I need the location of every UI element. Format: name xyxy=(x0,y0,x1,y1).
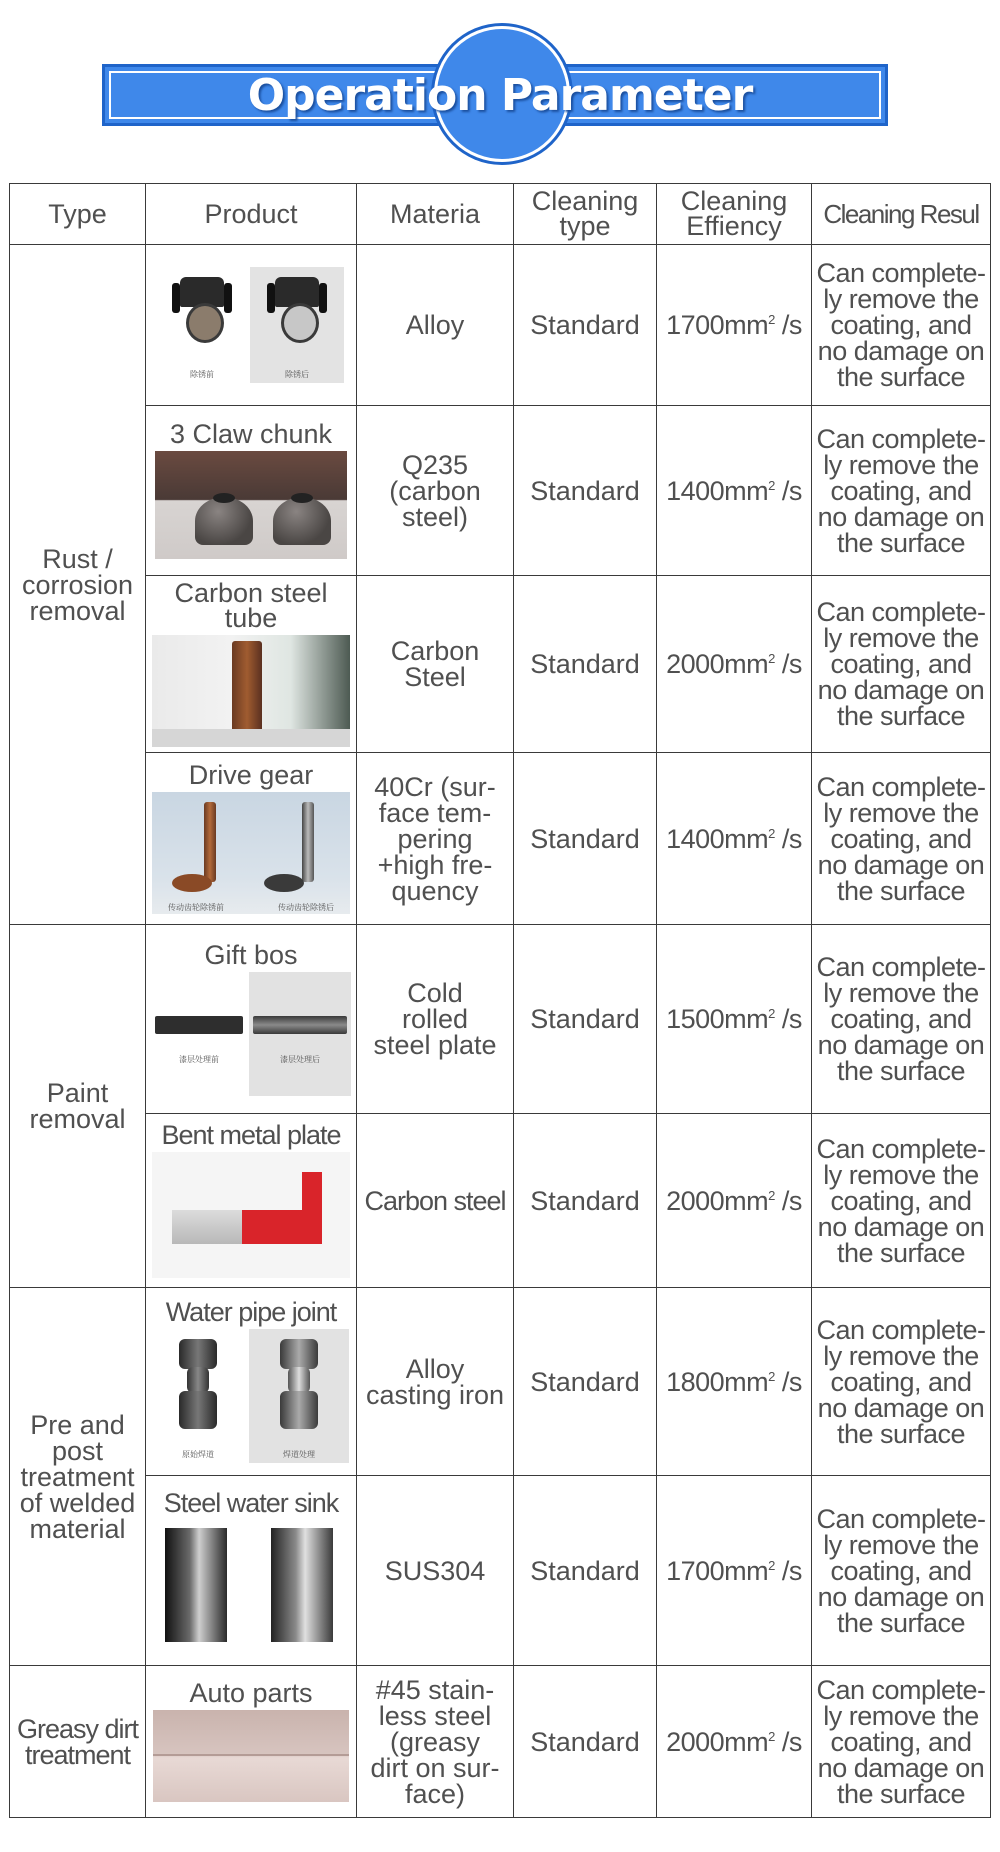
lathe-chuck-image xyxy=(158,267,344,383)
result-line: Can complete- xyxy=(816,771,986,802)
result-line: no damage on xyxy=(817,1752,985,1783)
result-line: the surface xyxy=(836,875,966,906)
material-line: steel plate xyxy=(373,1030,497,1060)
image-caption: 传动齿轮除锈前 xyxy=(168,903,224,912)
cleaning-type-cell: Standard xyxy=(514,753,657,925)
efficiency-cell xyxy=(657,406,812,576)
type-line: treatment xyxy=(20,1461,135,1492)
header-cleaning-type-line1: Cleaning xyxy=(531,186,639,216)
material-line: steel) xyxy=(401,501,469,532)
machine-before xyxy=(172,277,232,347)
image-caption: 除锈前 xyxy=(190,370,214,379)
material-cell xyxy=(357,406,514,576)
material-line: Q235 xyxy=(401,449,469,480)
efficiency-value: 1400mm xyxy=(666,475,769,506)
result-line: no damage on xyxy=(817,1392,985,1423)
result-line: coating, and xyxy=(830,310,972,340)
type-line: corrosion xyxy=(21,569,134,600)
result-line: ly remove the xyxy=(823,978,979,1008)
result-line: coating, and xyxy=(830,1726,972,1757)
material-line: face) xyxy=(404,1778,466,1809)
result-line: Can complete- xyxy=(816,952,986,982)
product-label xyxy=(146,578,356,633)
product-cell xyxy=(146,1288,357,1476)
material-cell xyxy=(357,1476,514,1666)
rusty-tube-image xyxy=(152,635,350,747)
header-efficiency-line1: Cleaning xyxy=(680,186,788,216)
result-line: no damage on xyxy=(817,1581,985,1612)
result-line: Can complete- xyxy=(816,1314,986,1345)
header-material: Materia xyxy=(357,184,514,245)
result-cell xyxy=(812,245,991,406)
cleaning-type-cell: Standard xyxy=(514,576,657,753)
efficiency-unit: /s xyxy=(774,1726,802,1757)
joint-before xyxy=(179,1339,217,1429)
efficiency-unit: /s xyxy=(774,1185,802,1216)
efficiency-value: 2000mm xyxy=(666,649,769,679)
efficiency-unit: /s xyxy=(774,823,802,854)
material-line: less steel xyxy=(378,1700,492,1731)
result-line: no damage on xyxy=(817,336,985,366)
efficiency-cell xyxy=(657,1476,812,1666)
product-cell xyxy=(146,245,357,406)
product-cell xyxy=(146,1666,357,1818)
result-line: the surface xyxy=(836,1607,966,1638)
efficiency-sup: 2 xyxy=(768,825,775,841)
sink-after xyxy=(271,1528,333,1642)
clean-shaft xyxy=(302,802,314,882)
type-line: post xyxy=(51,1435,104,1466)
rusty-shaft xyxy=(204,802,216,882)
result-cell xyxy=(812,1288,991,1476)
header-product: Product xyxy=(146,184,357,245)
result-line: coating, and xyxy=(830,649,972,679)
material-line: pering xyxy=(397,823,473,854)
result-line: ly remove the xyxy=(823,284,979,314)
efficiency-cell xyxy=(657,1114,812,1288)
result-line: coating, and xyxy=(830,475,972,506)
result-line: coating, and xyxy=(830,1366,972,1397)
material-line: (carbon xyxy=(389,475,481,506)
result-line: Can complete- xyxy=(816,597,986,627)
table-row xyxy=(10,1288,991,1476)
result-line: coating, and xyxy=(830,1555,972,1586)
material-line: +high fre- xyxy=(377,849,493,880)
result-line: the surface xyxy=(836,527,966,558)
result-line: ly remove the xyxy=(823,1340,979,1371)
image-caption: 漆层处理后 xyxy=(280,1054,320,1064)
efficiency-sup: 2 xyxy=(768,1728,775,1744)
cleaning-type-cell: Standard xyxy=(514,1114,657,1288)
efficiency-sup: 2 xyxy=(768,1187,775,1203)
cleaning-type-cell: Standard xyxy=(514,1476,657,1666)
cleaning-type-cell: Standard xyxy=(514,925,657,1114)
efficiency-sup: 2 xyxy=(768,1006,775,1021)
result-line: no damage on xyxy=(817,675,985,705)
type-line: of welded xyxy=(19,1487,136,1518)
result-line: ly remove the xyxy=(823,623,979,653)
result-cell xyxy=(812,925,991,1114)
product-label: Water pipe joint xyxy=(165,1297,337,1327)
material-line: rolled xyxy=(401,1004,469,1034)
dome-left xyxy=(195,497,253,545)
rusty-gear xyxy=(172,874,212,892)
result-cell xyxy=(812,1114,991,1288)
product-label-line: Carbon steel xyxy=(174,578,328,608)
result-cell xyxy=(812,576,991,753)
efficiency-unit: /s xyxy=(774,1366,802,1397)
efficiency-value: 1800mm xyxy=(666,1366,769,1397)
material-line: Cold xyxy=(407,978,463,1008)
material-line: #45 stain- xyxy=(375,1674,495,1705)
result-line: ly remove the xyxy=(823,1159,979,1190)
material-cell xyxy=(357,245,514,406)
type-cell-paint xyxy=(10,925,146,1288)
efficiency-value: 1500mm xyxy=(666,1004,769,1034)
efficiency-sup: 2 xyxy=(768,1368,775,1384)
material-line: 40Cr (sur- xyxy=(374,771,496,802)
result-line: the surface xyxy=(836,1778,966,1809)
type-cell-greasy xyxy=(10,1666,146,1818)
result-cell xyxy=(812,1666,991,1818)
material-line: SUS304 xyxy=(384,1555,486,1586)
product-label-line: tube xyxy=(224,603,278,633)
product-label: Steel water sink xyxy=(163,1488,339,1518)
before-half xyxy=(153,1329,243,1463)
material-cell xyxy=(357,1666,514,1818)
table-row xyxy=(10,753,991,925)
result-line: the surface xyxy=(836,1237,966,1268)
type-line: Paint xyxy=(46,1078,109,1108)
table-row xyxy=(10,576,991,753)
image-caption: 传动齿轮除锈后 xyxy=(278,903,334,912)
clean-gear xyxy=(264,874,304,892)
type-cell-rust xyxy=(10,245,146,925)
material-line: Carbon xyxy=(390,636,480,666)
material-cell xyxy=(357,576,514,753)
material-line: Carbon steel xyxy=(364,1185,506,1216)
product-label: 3 Claw chunk xyxy=(169,419,333,449)
result-line: no damage on xyxy=(817,1211,985,1242)
product-label: Gift bos xyxy=(204,939,298,970)
header-result: Cleaning Resul xyxy=(812,184,991,245)
image-caption: 原始焊道 xyxy=(182,1450,214,1459)
machine-after xyxy=(267,277,327,347)
efficiency-cell xyxy=(657,753,812,925)
steel-sink-image xyxy=(153,1520,349,1650)
material-line: casting iron xyxy=(365,1379,505,1410)
result-line: no damage on xyxy=(817,1030,985,1060)
table-row xyxy=(10,1666,991,1818)
plate-bare xyxy=(172,1210,242,1244)
gear-shaft-image xyxy=(152,792,350,914)
efficiency-value: 2000mm xyxy=(666,1185,769,1216)
operation-parameter-table xyxy=(9,183,991,1818)
type-line: removal xyxy=(29,1104,126,1134)
plate-bend xyxy=(302,1172,322,1244)
efficiency-cell xyxy=(657,245,812,406)
header-row xyxy=(10,184,991,245)
type-line: Rust / xyxy=(42,543,113,574)
cleaning-type-cell: Standard xyxy=(514,1288,657,1476)
efficiency-unit: /s xyxy=(774,310,802,340)
material-line: dirt on sur- xyxy=(370,1752,500,1783)
table-row xyxy=(10,245,991,406)
auto-part-seam xyxy=(153,1754,349,1756)
efficiency-value: 1700mm xyxy=(666,1555,769,1586)
header-cleaning-type-line2: type xyxy=(559,211,611,241)
efficiency-cell xyxy=(657,925,812,1114)
result-line: Can complete- xyxy=(816,423,986,454)
type-line: treatment xyxy=(24,1739,131,1770)
result-line: the surface xyxy=(836,1056,966,1086)
material-cell xyxy=(357,1114,514,1288)
result-line: the surface xyxy=(836,362,966,392)
material-cell xyxy=(357,925,514,1114)
image-caption: 焊道处理 xyxy=(283,1450,315,1459)
tube-body xyxy=(232,641,262,743)
material-cell xyxy=(357,1288,514,1476)
efficiency-value: 1700mm xyxy=(666,310,769,340)
after-half xyxy=(249,972,351,1096)
box-after xyxy=(253,1016,347,1034)
material-line: face tem- xyxy=(378,797,492,828)
result-cell xyxy=(812,1476,991,1666)
product-cell xyxy=(146,406,357,576)
product-label: Drive gear xyxy=(188,760,314,790)
product-label: Bent metal plate xyxy=(161,1120,341,1150)
type-cell-welded xyxy=(10,1288,146,1666)
box-before xyxy=(155,1016,243,1034)
result-line: ly remove the xyxy=(823,1529,979,1560)
efficiency-unit: /s xyxy=(774,1004,802,1034)
result-line: no damage on xyxy=(817,501,985,532)
result-line: no damage on xyxy=(817,849,985,880)
after-half xyxy=(250,267,344,383)
result-cell xyxy=(812,753,991,925)
material-line: Alloy xyxy=(405,1353,465,1384)
type-line: material xyxy=(29,1513,126,1544)
efficiency-cell xyxy=(657,576,812,753)
cleaning-type-cell: Standard xyxy=(514,245,657,406)
result-line: coating, and xyxy=(830,1004,972,1034)
result-line: ly remove the xyxy=(823,1700,979,1731)
after-half xyxy=(249,1329,349,1463)
material-line: quency xyxy=(391,875,479,906)
material-line: (greasy xyxy=(389,1726,481,1757)
efficiency-sup: 2 xyxy=(768,312,775,327)
result-line: the surface xyxy=(836,701,966,731)
result-cell xyxy=(812,406,991,576)
cleaning-type-cell: Standard xyxy=(514,406,657,576)
table-row xyxy=(10,925,991,1114)
image-caption: 除锈后 xyxy=(285,370,309,379)
joint-after xyxy=(280,1339,318,1429)
product-cell xyxy=(146,925,357,1114)
type-line: Pre and xyxy=(30,1409,125,1440)
image-caption: 漆层处理前 xyxy=(179,1054,219,1064)
efficiency-unit: /s xyxy=(774,649,802,679)
header-efficiency-line2: Effiency xyxy=(686,211,782,241)
efficiency-sup: 2 xyxy=(768,651,775,666)
material-line: Steel xyxy=(404,662,466,692)
tube-floor xyxy=(152,729,350,747)
result-line: Can complete- xyxy=(816,1133,986,1164)
material-cell xyxy=(357,753,514,925)
efficiency-value: 1400mm xyxy=(666,823,769,854)
material-line: Alloy xyxy=(405,310,465,340)
result-line: the surface xyxy=(836,1418,966,1449)
result-line: Can complete- xyxy=(816,1503,986,1534)
sink-before xyxy=(165,1528,227,1642)
dome-right xyxy=(273,497,331,545)
efficiency-cell xyxy=(657,1666,812,1818)
product-cell xyxy=(146,1476,357,1666)
result-line: coating, and xyxy=(830,823,972,854)
page-title: Operation Parameter xyxy=(247,69,753,121)
header-efficiency xyxy=(657,184,812,245)
product-cell xyxy=(146,1114,357,1288)
result-line: Can complete- xyxy=(816,1674,986,1705)
product-cell xyxy=(146,576,357,753)
table-row xyxy=(10,1476,991,1666)
gift-box-image xyxy=(151,972,351,1096)
auto-part-image xyxy=(153,1710,349,1802)
efficiency-sup: 2 xyxy=(768,1557,775,1573)
before-half xyxy=(158,267,246,383)
efficiency-value: 2000mm xyxy=(666,1726,769,1757)
result-line: Can complete- xyxy=(816,258,986,288)
bent-plate-image xyxy=(152,1152,350,1278)
table-row xyxy=(10,406,991,576)
table-row xyxy=(10,1114,991,1288)
efficiency-unit: /s xyxy=(774,475,802,506)
type-line: removal xyxy=(29,595,126,626)
efficiency-sup: 2 xyxy=(768,477,775,493)
cleaning-type-cell: Standard xyxy=(514,1666,657,1818)
pipe-joint-image xyxy=(153,1329,349,1463)
before-half xyxy=(151,972,247,1096)
type-line: Greasy dirt xyxy=(16,1713,139,1744)
result-line: ly remove the xyxy=(823,449,979,480)
result-line: ly remove the xyxy=(823,797,979,828)
efficiency-cell xyxy=(657,1288,812,1476)
steel-dome-image xyxy=(155,451,347,559)
header-type: Type xyxy=(10,184,146,245)
efficiency-unit: /s xyxy=(774,1555,802,1586)
product-cell xyxy=(146,753,357,925)
header-cleaning-type xyxy=(514,184,657,245)
result-line: coating, and xyxy=(830,1185,972,1216)
product-label: Auto parts xyxy=(189,1678,313,1708)
